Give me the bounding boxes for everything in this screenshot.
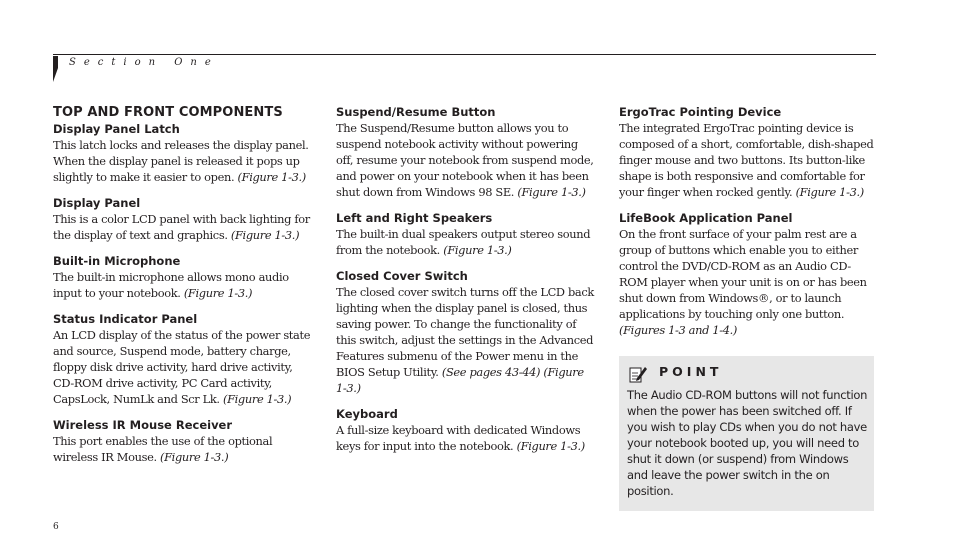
component-description: The built-in dual speakers output stereo sound from the notebook. (Figure 1-3.) — [336, 227, 591, 257]
component-description: This port enables the use of the optional wireless IR Mouse. (Figure 1-3.) — [53, 434, 273, 464]
figure-reference: (See pages 43-44) (Figure 1-3.) — [336, 365, 584, 395]
component-title: Status Indicator Panel — [53, 312, 198, 326]
component-status-indicator-panel — [53, 311, 313, 407]
figure-reference: (Figures 1-3 and 1-4.) — [619, 323, 737, 337]
figure-reference: (Figure 1-3.) — [237, 170, 306, 184]
component-left-and-right-speakers — [336, 210, 594, 258]
component-description: A full-size keyboard with dedicated Windows keys for input into the notebook. (Figure 1-3.) — [336, 423, 585, 453]
figure-reference: (Figure 1-3.) — [516, 439, 585, 453]
component-description: The Suspend/Resume button allows you to suspend notebook activity without powering off, resume your notebook from suspend mode, and power on your notebook when it has been shut down from Windows 98 SE. (Figure 1-3.) — [336, 121, 594, 199]
component-wireless-ir-mouse-receiver — [53, 417, 313, 465]
figure-reference: (Figure 1-3.) — [517, 185, 586, 199]
point-text: The Audio CD-ROM buttons will not function when the power has been switched off. If you wish to play CDs when you do not have your notebook booted up, you will need to shut it down (or suspend) from Windows and leave the power switch in the on position. — [627, 388, 868, 498]
component-title: ErgoTrac Pointing Device — [619, 105, 782, 119]
section-mark-icon — [53, 56, 58, 82]
page-number: 6 — [53, 522, 59, 532]
component-description: On the front surface of your palm rest are a group of buttons which enable you to either control the DVD/CD-ROM as an Audio CD-ROM player when your unit is on or has been shut down from Windows®, or to launch applications by touching only one button. (Figures 1-3 and 1-4.) — [619, 227, 867, 337]
point-callout — [619, 356, 874, 511]
figure-reference: (Figure 1-3.) — [183, 286, 253, 300]
component-built-in-microphone — [53, 253, 313, 301]
component-display-panel — [53, 195, 313, 243]
component-title: Left and Right Speakers — [336, 211, 493, 225]
component-description: This is a color LCD panel with back lighting for the display of text and graphics. (Figure 1-3.) — [53, 212, 310, 242]
component-description: The integrated ErgoTrac pointing device is composed of a short, comfortable, dish-shaped finger mouse and two buttons. Its button-like shape is both responsive and comfortable for your finger when rocked gently. (Figure 1-3.) — [619, 121, 874, 199]
component-description: An LCD display of the status of the power state and source, Suspend mode, battery charge, floppy disk drive activity, hard drive activity, CD-ROM drive activity, PC Card activity, CapsLock, NumLk and Scr Lk. (Figure 1-3.) — [53, 328, 311, 406]
figure-reference: (Figure 1-3.) — [443, 243, 512, 257]
figure-reference: (Figure 1-3.) — [230, 228, 300, 242]
figure-reference: (Figure 1-3.) — [222, 392, 292, 406]
column-1 — [53, 104, 313, 475]
column-2 — [336, 104, 594, 464]
component-keyboard — [336, 406, 594, 454]
component-title: Closed Cover Switch — [336, 269, 468, 283]
figure-reference: (Figure 1-3.) — [160, 450, 229, 464]
component-lifebook-application-panel — [619, 210, 877, 338]
component-display-panel-latch — [53, 121, 313, 185]
component-title: Suspend/Resume Button — [336, 105, 496, 119]
component-description: The built-in microphone allows mono audio input to your notebook. (Figure 1-3.) — [53, 270, 289, 300]
component-title: Keyboard — [336, 407, 398, 421]
component-title: Display Panel Latch — [53, 122, 180, 136]
component-title: Display Panel — [53, 196, 141, 210]
column-3 — [619, 104, 877, 348]
pencil-note-icon — [629, 365, 647, 383]
header-rule — [53, 54, 876, 55]
component-suspend-resume-button — [336, 104, 594, 200]
figure-reference: (Figure 1-3.) — [795, 185, 864, 199]
component-title: LifeBook Application Panel — [619, 211, 793, 225]
component-ergotrac-pointing-device — [619, 104, 877, 200]
main-heading: TOP AND FRONT COMPONENTS — [53, 105, 283, 120]
component-title: Built-in Microphone — [53, 254, 181, 268]
section-label: Section One — [69, 57, 219, 68]
point-title: POINT — [659, 364, 723, 379]
component-description: The closed cover switch turns off the LCD back lighting when the display panel is closed, thus saving power. To change the functionality of this switch, adjust the settings in the Advanced Features submenu of the Power menu in the BIOS Setup Utility. (See pages 43-44) (Figure 1-3.) — [336, 285, 594, 395]
component-description: This latch locks and releases the display panel. When the display panel is released it pops up slightly to make it easier to open. (Figure 1-3.) — [53, 138, 309, 184]
component-closed-cover-switch — [336, 268, 594, 396]
component-title: Wireless IR Mouse Receiver — [53, 418, 233, 432]
